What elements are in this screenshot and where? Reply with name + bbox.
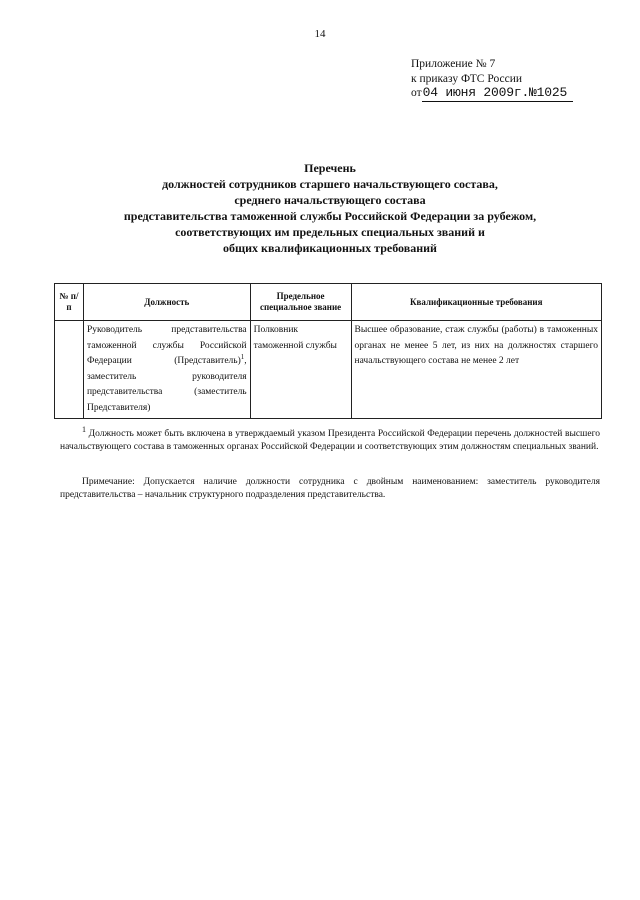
page-number: 14 xyxy=(314,28,326,40)
appendix-line-2: к приказу ФТС России xyxy=(411,72,522,85)
header-rank: Предельное специальное звание xyxy=(250,284,351,321)
footnote-marker: 1 xyxy=(82,425,86,434)
positions-table xyxy=(54,283,602,419)
header-qualification: Квалификационные требования xyxy=(351,284,602,321)
note-paragraph: Примечание: Допускается наличие должности сотрудника с двойным наименованием: заместитель руководителя представительства – начальник структурного подразделения представительства. xyxy=(60,477,600,500)
position-text-part1: Руководитель представительства таможенной службы Российской Федерации (Представитель) xyxy=(86,325,247,366)
document-title xyxy=(40,160,620,256)
cell-position xyxy=(83,321,250,419)
footnote-text: Должность может быть включена в утверждаемый указом Президента Российской Федерации перечень должностей высшего начальствующего состава в таможенных органах Российской Федерации и соответствующих этим должностям специальных званий. xyxy=(60,429,600,452)
title-line-5: соответствующих им предельных специальных званий и xyxy=(175,225,485,239)
title-line-3: среднего начальствующего состава xyxy=(234,193,426,207)
appendix-date-prefix: от xyxy=(411,87,422,99)
title-line-6: общих квалификационных требований xyxy=(223,241,437,255)
appendix-line-3 xyxy=(411,86,573,102)
title-line-2: должностей сотрудников старшего начальствующего состава, xyxy=(162,177,498,191)
title-line-1: Перечень xyxy=(304,161,356,175)
table-row xyxy=(55,321,602,419)
footnote-ref: 1 xyxy=(240,352,245,361)
position-text-part2: , заместитель руководителя представительства (заместитель Представителя) xyxy=(86,356,247,413)
header-position: Должность xyxy=(83,284,250,321)
cell-num xyxy=(55,321,84,419)
cell-rank: Полковник таможенной службы xyxy=(250,321,351,419)
appendix-block xyxy=(411,57,573,102)
appendix-line-1: Приложение № 7 xyxy=(411,58,496,70)
title-line-4: представительства таможенной службы Российской Федерации за рубежом, xyxy=(123,209,537,223)
cell-qualification: Высшее образование, стаж службы (работы) в таможенных органах не менее 5 лет, из них на должностях старшего начальствующего состава не менее 2 лет xyxy=(351,321,602,419)
footnote xyxy=(60,424,600,453)
header-num: № п/п xyxy=(55,284,84,321)
table-header-row xyxy=(55,284,602,321)
handwritten-order-date: 04 июня 2009г.№1025 xyxy=(422,86,573,102)
